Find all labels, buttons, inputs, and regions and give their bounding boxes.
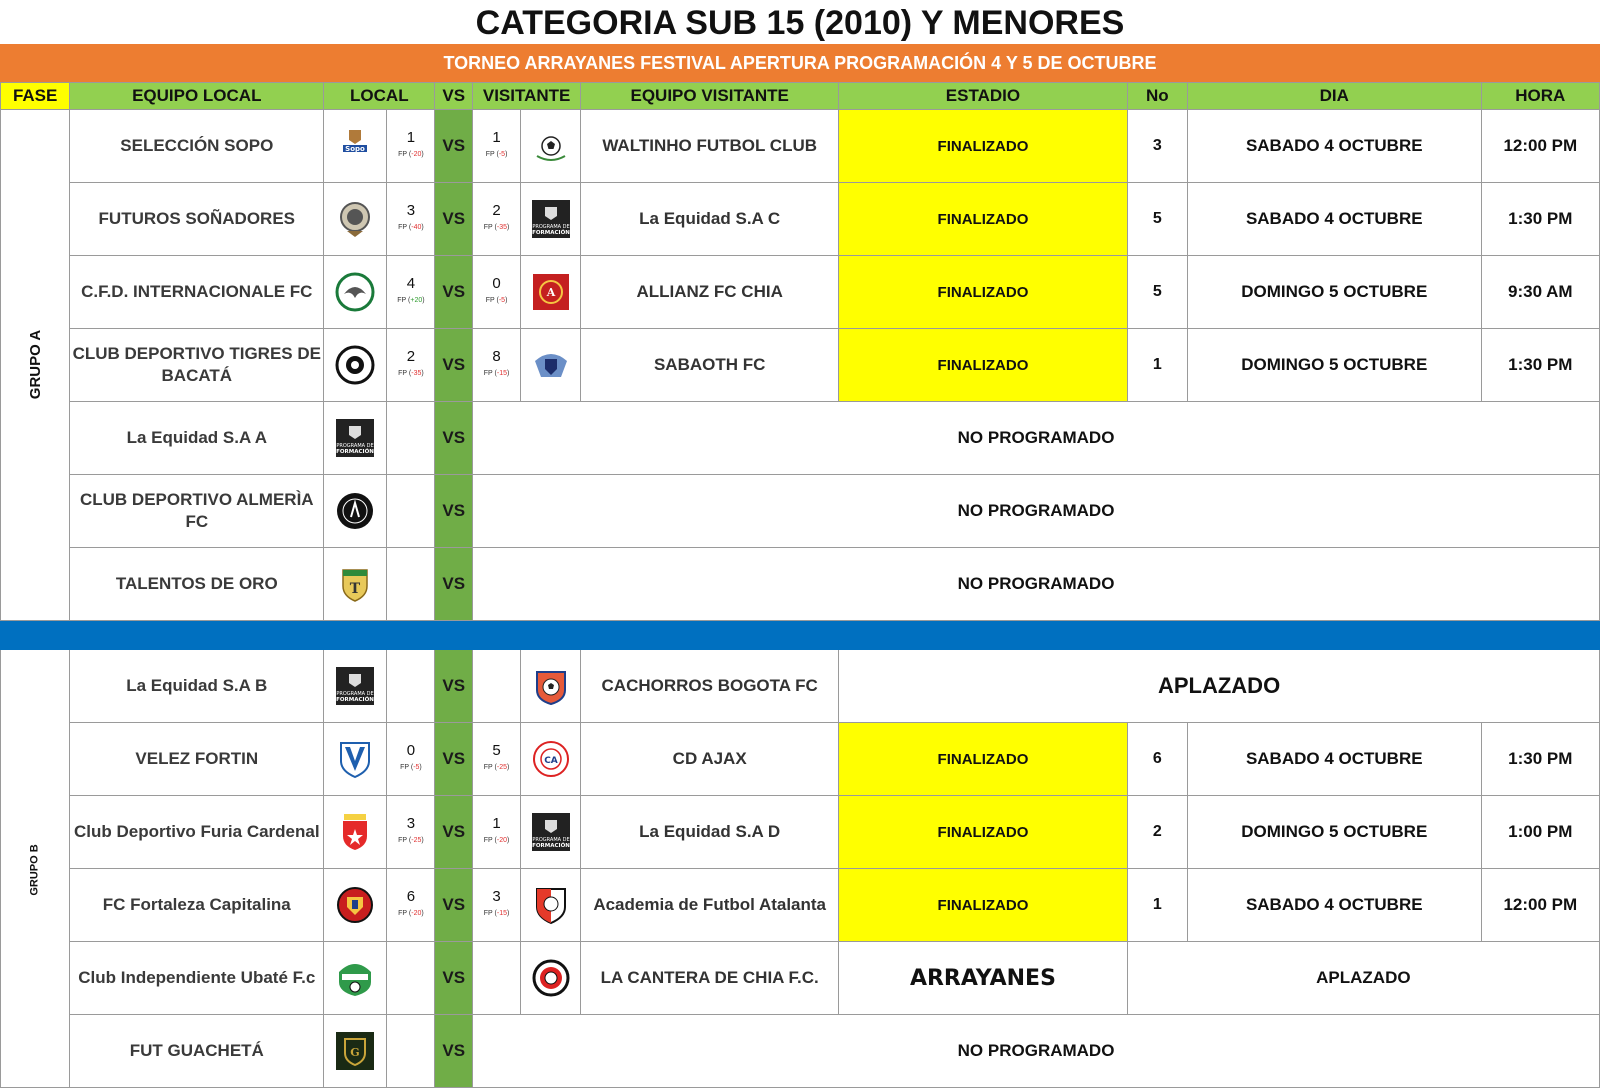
local-fair-play: FP (-40) — [398, 224, 424, 231]
local-team-name: La Equidad S.A A — [70, 402, 324, 475]
svg-text:T: T — [350, 581, 361, 597]
visitor-score: 5 — [492, 742, 501, 759]
group-label-cell — [1, 110, 70, 621]
team-logo-cell — [324, 869, 387, 942]
local-score: 4 — [406, 275, 416, 292]
ajax-circle-icon — [531, 739, 571, 779]
svg-text:FORMACIÓN: FORMACIÓN — [531, 843, 570, 849]
match-row — [1, 402, 1600, 475]
atalanta-shield-icon — [531, 885, 571, 925]
match-status: NO PROGRAMADO — [473, 402, 1600, 475]
match-row — [1, 869, 1600, 942]
visitor-team-name: LA CANTERA DE CHIA F.C. — [581, 942, 839, 1015]
vs-cell: VS — [435, 942, 473, 1015]
local-score-cell — [387, 723, 435, 796]
local-score-cell — [387, 256, 435, 329]
match-hour: 9:30 AM — [1481, 256, 1599, 329]
local-score: 6 — [406, 888, 416, 905]
team-logo-cell — [521, 183, 581, 256]
team-logo-cell — [324, 329, 387, 402]
field-number: 5 — [1127, 256, 1187, 329]
vs-cell: VS — [435, 183, 473, 256]
stadium-status: FINALIZADO — [839, 329, 1128, 402]
vs-cell: VS — [435, 1015, 473, 1088]
visitor-fair-play: FP (-20) — [483, 837, 510, 844]
visitor-team-name: La Equidad S.A D — [581, 796, 839, 869]
group-separator — [1, 621, 1600, 650]
header-visitante: VISITANTE — [473, 83, 581, 110]
header-dia: DIA — [1187, 83, 1481, 110]
team-logo-cell — [521, 329, 581, 402]
field-number: 3 — [1127, 110, 1187, 183]
local-team-name: CLUB DEPORTIVO TIGRES DE BACATÁ — [70, 329, 324, 402]
svg-text:A: A — [546, 286, 555, 299]
visitor-score-cell — [473, 329, 521, 402]
field-number: 1 — [1127, 869, 1187, 942]
furia-cardenal-shield-icon — [335, 812, 375, 852]
local-team-name: La Equidad S.A B — [70, 650, 324, 723]
match-status: APLAZADO — [1127, 942, 1599, 1015]
match-day: DOMINGO 5 OCTUBRE — [1187, 796, 1481, 869]
header-equipo-visitante: EQUIPO VISITANTE — [581, 83, 839, 110]
stadium-status: FINALIZADO — [839, 110, 1128, 183]
local-fair-play: FP (-35) — [398, 370, 424, 377]
local-score: 0 — [406, 742, 416, 759]
local-team-name: VELEZ FORTIN — [70, 723, 324, 796]
header-local: LOCAL — [324, 83, 435, 110]
match-row — [1, 1015, 1600, 1088]
stadium-status: FINALIZADO — [839, 723, 1128, 796]
match-row — [1, 329, 1600, 402]
svg-text:CA: CA — [543, 756, 558, 766]
allianz-crest-icon — [531, 272, 571, 312]
team-logo-cell — [324, 256, 387, 329]
team-logo-cell — [324, 723, 387, 796]
local-score: 3 — [406, 815, 416, 832]
match-day: SABADO 4 OCTUBRE — [1187, 183, 1481, 256]
local-fair-play: FP (-25) — [398, 837, 424, 844]
field-number: 1 — [1127, 329, 1187, 402]
team-logo-cell — [521, 110, 581, 183]
match-day: SABADO 4 OCTUBRE — [1187, 110, 1481, 183]
match-day: SABADO 4 OCTUBRE — [1187, 723, 1481, 796]
visitor-score-cell — [473, 796, 521, 869]
visitor-score-cell — [473, 650, 521, 723]
match-day: DOMINGO 5 OCTUBRE — [1187, 329, 1481, 402]
team-logo-cell — [521, 869, 581, 942]
fortaleza-circle-icon — [335, 885, 375, 925]
equidad-formacion-icon — [531, 812, 571, 852]
local-score-cell — [387, 183, 435, 256]
match-hour: 1:00 PM — [1481, 796, 1599, 869]
match-status: NO PROGRAMADO — [473, 548, 1600, 621]
velez-v-shield-icon — [335, 739, 375, 779]
sopo-crest-icon — [335, 126, 375, 166]
vs-cell: VS — [435, 475, 473, 548]
svg-text:Sopo: Sopo — [345, 145, 366, 153]
match-row — [1, 723, 1600, 796]
match-row — [1, 796, 1600, 869]
visitor-score-cell — [473, 256, 521, 329]
visitor-fair-play: FP (-35) — [483, 224, 510, 231]
match-status: APLAZADO — [839, 650, 1600, 723]
cachorros-crest-icon — [531, 666, 571, 706]
vs-cell: VS — [435, 402, 473, 475]
local-fair-play: FP (-20) — [398, 151, 424, 158]
team-logo-cell — [324, 796, 387, 869]
local-team-name: FUT GUACHETÁ — [70, 1015, 324, 1088]
group-a-body — [1, 110, 1600, 621]
visitor-team-name: Academia de Futbol Atalanta — [581, 869, 839, 942]
team-logo-cell — [324, 110, 387, 183]
vs-cell: VS — [435, 650, 473, 723]
visitor-fair-play: FP (-5) — [485, 151, 508, 158]
local-team-name: Club Independiente Ubaté F.c — [70, 942, 324, 1015]
svg-text:PROGRAMA DE: PROGRAMA DE — [336, 443, 375, 449]
cantera-circle-icon — [531, 958, 571, 998]
match-row — [1, 650, 1600, 723]
match-row — [1, 183, 1600, 256]
local-team-name: TALENTOS DE ORO — [70, 548, 324, 621]
separator-bar — [1, 621, 1600, 650]
team-logo-cell — [324, 942, 387, 1015]
visitor-team-name: ALLIANZ FC CHIA — [581, 256, 839, 329]
local-team-name: FC Fortaleza Capitalina — [70, 869, 324, 942]
stadium-status: FINALIZADO — [839, 796, 1128, 869]
visitor-team-name: CACHORROS BOGOTA FC — [581, 650, 839, 723]
match-day: DOMINGO 5 OCTUBRE — [1187, 256, 1481, 329]
local-team-name: C.F.D. INTERNACIONALE FC — [70, 256, 324, 329]
stadium-status: FINALIZADO — [839, 869, 1128, 942]
visitor-score-cell — [473, 942, 521, 1015]
visitor-fair-play: FP (-15) — [483, 910, 510, 917]
svg-text:FORMACIÓN: FORMACIÓN — [531, 230, 570, 236]
visitor-score: 1 — [492, 129, 501, 146]
local-score-cell — [387, 475, 435, 548]
schedule-table — [0, 82, 1600, 1088]
local-score: 3 — [406, 202, 416, 219]
visitor-fair-play: FP (-5) — [485, 297, 508, 304]
svg-text:FORMACIÓN: FORMACIÓN — [336, 697, 375, 703]
field-number: 5 — [1127, 183, 1187, 256]
waltinho-ball-icon — [531, 126, 571, 166]
field-number: 6 — [1127, 723, 1187, 796]
local-fair-play: FP (-5) — [400, 764, 422, 771]
match-hour: 1:30 PM — [1481, 329, 1599, 402]
match-hour: 12:00 PM — [1481, 110, 1599, 183]
team-logo-cell — [521, 723, 581, 796]
stadium-name: ARRAYANES — [839, 942, 1128, 1015]
visitor-team-name: WALTINHO FUTBOL CLUB — [581, 110, 839, 183]
almeria-circle-icon — [335, 491, 375, 531]
match-day: SABADO 4 OCTUBRE — [1187, 869, 1481, 942]
local-score-cell — [387, 329, 435, 402]
match-row — [1, 548, 1600, 621]
vs-cell: VS — [435, 796, 473, 869]
group-b-body — [1, 650, 1600, 1088]
team-logo-cell — [521, 256, 581, 329]
match-row — [1, 942, 1600, 1015]
header-no: No — [1127, 83, 1187, 110]
visitor-team-name: La Equidad S.A C — [581, 183, 839, 256]
team-logo-cell — [521, 650, 581, 723]
svg-text:PROGRAMA DE: PROGRAMA DE — [531, 224, 570, 230]
local-score-cell — [387, 942, 435, 1015]
header-equipo-local: EQUIPO LOCAL — [70, 83, 324, 110]
header-vs: VS — [435, 83, 473, 110]
match-row — [1, 256, 1600, 329]
team-logo-cell — [324, 1015, 387, 1088]
vs-cell: VS — [435, 723, 473, 796]
header-estadio: ESTADIO — [839, 83, 1128, 110]
visitor-score: 3 — [492, 888, 501, 905]
local-fair-play: FP (-20) — [398, 910, 424, 917]
page-title: CATEGORIA SUB 15 (2010) Y MENORES — [475, 4, 1125, 42]
svg-text:FORMACIÓN: FORMACIÓN — [336, 449, 375, 455]
guacheta-dark-crest-icon — [335, 1031, 375, 1071]
vs-cell: VS — [435, 548, 473, 621]
separator-row — [1, 621, 1600, 650]
visitor-score: 8 — [492, 348, 501, 365]
visitor-fair-play: FP (-15) — [483, 370, 510, 377]
field-number: 2 — [1127, 796, 1187, 869]
svg-text:PROGRAMA DE: PROGRAMA DE — [531, 837, 570, 843]
team-logo-cell — [324, 475, 387, 548]
local-fair-play: FP (+20) — [397, 297, 425, 304]
match-row — [1, 110, 1600, 183]
local-score-cell — [387, 548, 435, 621]
team-logo-cell — [324, 548, 387, 621]
visitor-score: 0 — [492, 275, 501, 292]
local-score: 2 — [406, 348, 416, 365]
talentos-shield-icon — [335, 564, 375, 604]
match-row — [1, 475, 1600, 548]
match-hour: 1:30 PM — [1481, 723, 1599, 796]
match-hour: 1:30 PM — [1481, 183, 1599, 256]
vs-cell: VS — [435, 110, 473, 183]
group-label-cell — [1, 650, 70, 1088]
stadium-status: FINALIZADO — [839, 256, 1128, 329]
team-logo-cell — [521, 796, 581, 869]
visitor-team-name: CD AJAX — [581, 723, 839, 796]
visitor-score: 2 — [492, 202, 501, 219]
local-score-cell — [387, 869, 435, 942]
ubate-green-crest-icon — [335, 958, 375, 998]
team-logo-cell — [324, 183, 387, 256]
header-row — [1, 83, 1600, 110]
equidad-formacion-icon — [335, 418, 375, 458]
vs-cell: VS — [435, 329, 473, 402]
equidad-formacion-icon — [531, 199, 571, 239]
tigres-circle-icon — [335, 345, 375, 385]
group-label: GRUPO A — [27, 329, 45, 400]
header-hora: HORA — [1481, 83, 1599, 110]
visitor-score-cell — [473, 723, 521, 796]
visitor-score-cell — [473, 869, 521, 942]
local-score-cell — [387, 402, 435, 475]
local-score-cell — [387, 650, 435, 723]
equidad-formacion-icon — [335, 666, 375, 706]
visitor-score: 1 — [492, 815, 501, 832]
match-hour: 12:00 PM — [1481, 869, 1599, 942]
group-label: GRUPO B — [29, 843, 42, 896]
svg-text:PROGRAMA DE: PROGRAMA DE — [336, 691, 375, 697]
local-team-name: FUTUROS SOÑADORES — [70, 183, 324, 256]
internacionale-eagle-icon — [335, 272, 375, 312]
visitor-fair-play: FP (-25) — [483, 764, 510, 771]
team-logo-cell — [521, 942, 581, 1015]
local-team-name: Club Deportivo Furia Cardenal — [70, 796, 324, 869]
team-logo-cell — [324, 650, 387, 723]
vs-cell: VS — [435, 869, 473, 942]
local-team-name: CLUB DEPORTIVO ALMERÌA FC — [70, 475, 324, 548]
local-team-name: SELECCIÓN SOPO — [70, 110, 324, 183]
futuros-crest-icon — [335, 199, 375, 239]
match-status: NO PROGRAMADO — [473, 475, 1600, 548]
visitor-team-name: SABAOTH FC — [581, 329, 839, 402]
visitor-score-cell — [473, 110, 521, 183]
local-score-cell — [387, 796, 435, 869]
vs-cell: VS — [435, 256, 473, 329]
stadium-status: FINALIZADO — [839, 183, 1128, 256]
tournament-banner: TORNEO ARRAYANES FESTIVAL APERTURA PROGRAMACIÓN 4 Y 5 DE OCTUBRE — [0, 44, 1600, 82]
local-score: 1 — [406, 129, 416, 146]
match-status: NO PROGRAMADO — [473, 1015, 1600, 1088]
header-fase: FASE — [1, 83, 70, 110]
local-score-cell — [387, 110, 435, 183]
local-score-cell — [387, 1015, 435, 1088]
sabaoth-shield-icon — [531, 345, 571, 385]
visitor-score-cell — [473, 183, 521, 256]
team-logo-cell — [324, 402, 387, 475]
svg-text:G: G — [350, 1046, 361, 1059]
